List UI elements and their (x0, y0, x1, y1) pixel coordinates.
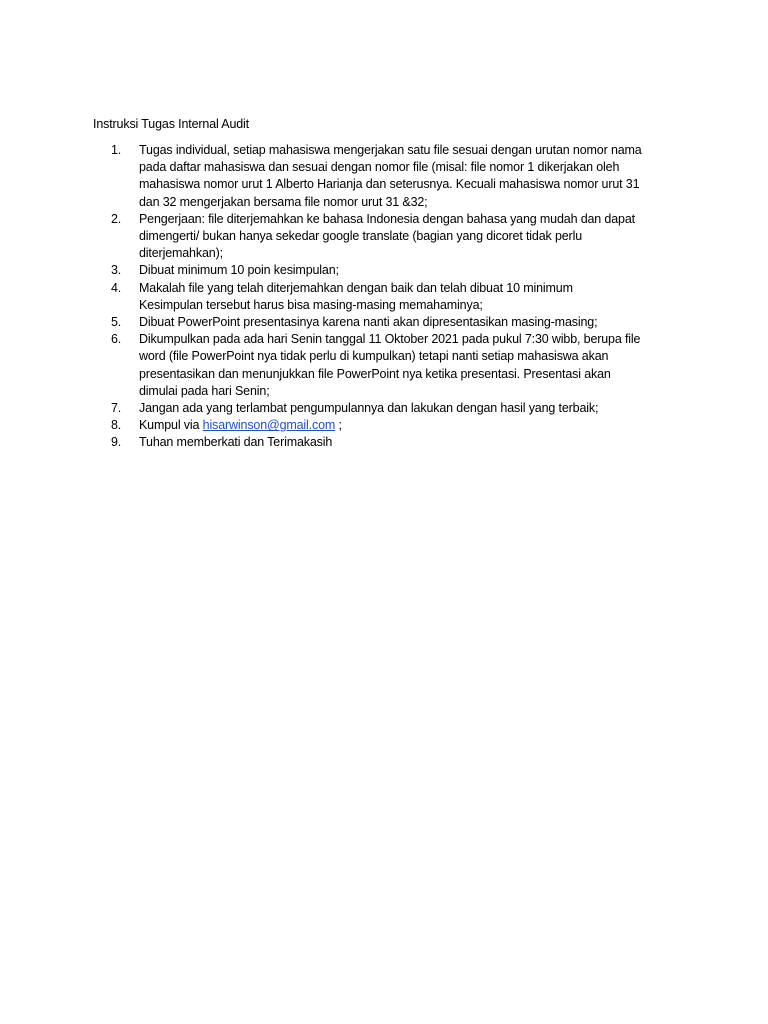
instruction-item-4 (111, 280, 681, 314)
item-number: 5. (111, 315, 122, 330)
instruction-item-3 (111, 262, 681, 279)
item-line: Pengerjaan: file diterjemahkan ke bahasa Indonesia dengan bahasa yang mudah dan dapat (139, 211, 635, 226)
item-number: 3. (111, 263, 122, 278)
item-number: 2. (111, 211, 122, 226)
item-number: 1. (111, 143, 122, 157)
item-number: 9. (111, 435, 122, 450)
item-number: 8. (111, 418, 122, 433)
item-line: pada daftar mahasiswa dan sesuai dengan nomor file (misal: file nomor 1 dikerjakan oleh (139, 160, 620, 175)
item-line (139, 417, 681, 434)
instruction-item-7 (111, 400, 681, 417)
item-text-suffix: ; (335, 418, 342, 433)
instruction-item-6 (111, 331, 681, 400)
item-number: 7. (111, 401, 122, 416)
item-line: Kesimpulan tersebut harus bisa masing-masing memahaminya; (139, 297, 483, 312)
item-line: dimengerti/ bukan hanya sekedar google translate (bagian yang dicoret tidak perlu (139, 229, 583, 244)
item-line: word (file PowerPoint nya tidak perlu di kumpulkan) tetapi nanti setiap mahasiswa akan (139, 349, 609, 364)
email-link[interactable]: hisarwinson@gmail.com (202, 418, 336, 433)
instruction-list (111, 142, 681, 452)
item-line: diterjemahkan); (139, 246, 223, 261)
item-line: presentasikan dan menunjukkan file PowerPoint nya ketika presentasi. Presentasi akan (139, 366, 611, 381)
item-line: Makalah file yang telah diterjemahkan dengan baik dan telah dibuat 10 minimum (139, 280, 573, 295)
instruction-item-5 (111, 314, 681, 331)
instruction-item-2 (111, 211, 681, 263)
item-line: Jangan ada yang terlambat pengumpulannya dan lakukan dengan hasil yang terbaik; (139, 401, 599, 416)
item-line: dimulai pada hari Senin; (139, 383, 270, 398)
item-line: mahasiswa nomor urut 1 Alberto Harianja dan seterusnya. Kecuali mahasiswa nomor urut 31 (139, 177, 640, 192)
item-number: 6. (111, 332, 122, 347)
instruction-item-9 (111, 434, 681, 451)
item-line: Dibuat minimum 10 poin kesimpulan; (139, 263, 339, 278)
instruction-item-1 (111, 142, 681, 211)
item-line: Tuhan memberkati dan Terimakasih (139, 435, 333, 450)
item-line: dan 32 mengerjakan bersama file nomor urut 31 &32; (139, 194, 428, 209)
document-title: Instruksi Tugas Internal Audit (93, 117, 250, 131)
item-line: Dikumpulkan pada ada hari Senin tanggal 11 Oktober 2021 pada pukul 7:30 wibb, berupa file (139, 332, 641, 347)
item-line: Dibuat PowerPoint presentasinya karena nanti akan dipresentasikan masing-masing; (139, 315, 598, 330)
instruction-item-8 (111, 417, 681, 434)
item-line: Tugas individual, setiap mahasiswa mengerjakan satu file sesuai dengan urutan nomor nama (139, 143, 642, 157)
item-text-prefix: Kumpul via (139, 418, 203, 433)
item-number: 4. (111, 280, 122, 295)
